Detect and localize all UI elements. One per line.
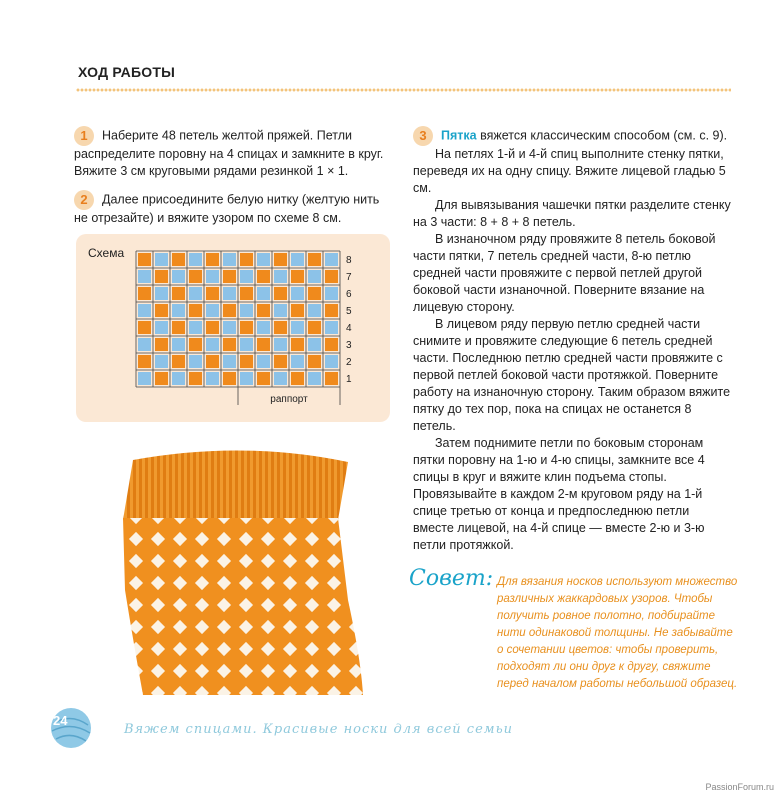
chart-cell [223, 355, 236, 368]
chart-cell [257, 372, 270, 385]
chart-cell [189, 372, 202, 385]
chart-cell [308, 270, 321, 283]
chart-cell [308, 338, 321, 351]
chart-cell [240, 372, 253, 385]
chart-cell [308, 287, 321, 300]
row-number-label: 3 [346, 340, 352, 351]
chart-cell [308, 321, 321, 334]
chart-cell [325, 372, 338, 385]
chart-cell [274, 253, 287, 266]
chart-cell [257, 253, 270, 266]
chart-cell [240, 355, 253, 368]
pattern-grid [76, 234, 390, 422]
chart-cell [274, 355, 287, 368]
chart-cell [172, 321, 185, 334]
chart-cell [206, 270, 219, 283]
chart-cell [206, 253, 219, 266]
chart-cell [223, 304, 236, 317]
chart-cell [172, 253, 185, 266]
step-2 [74, 190, 396, 227]
step-3 [413, 126, 733, 554]
chart-cell [206, 304, 219, 317]
row-number-label: 6 [346, 289, 352, 300]
chart-cell [257, 321, 270, 334]
chart-cell [155, 304, 168, 317]
step-1 [74, 126, 396, 180]
chart-cell [325, 270, 338, 283]
chart-cell [291, 355, 304, 368]
chart-cell [291, 338, 304, 351]
chart-cell [189, 338, 202, 351]
pattern-chart [76, 234, 390, 422]
chart-cell [308, 253, 321, 266]
chart-cell [138, 253, 151, 266]
tip-text: Для вязания носков используют множество различных жаккардовых узоров. Чтобы получить ровное полотно, подбирайте нити одинаковой толщины. Не забывайте о сочетании цветов: чтобы проверить, подходят ли они друг к другу, свяжите перед началом работы небольшой образец. [497, 576, 738, 690]
chart-cell [206, 372, 219, 385]
step-3-paragraph: В изнаночном ряду провяжите 8 петель боковой части пятки, 7 петель средней части, 8-ю петлю средней части провяжите с первой петлей другой боковой части изнаночной. Поверните вязание на лицевую сторону. [413, 232, 716, 314]
step-number-1: 1 [74, 126, 94, 146]
chart-cell [325, 321, 338, 334]
step-3-paragraph: Для вывязывания чашечки пятки разделите стенку на 3 части: 8 + 8 + 8 петель. [413, 198, 731, 229]
chart-cell [189, 304, 202, 317]
chart-cell [291, 372, 304, 385]
book-title: Вяжем спицами. Красивые носки для всей семьи [124, 722, 514, 737]
chart-cell [240, 321, 253, 334]
chart-label: Схема [88, 246, 125, 260]
watermark: PassionForum.ru [705, 782, 774, 792]
step-number-2: 2 [74, 190, 94, 210]
row-number-label: 7 [346, 272, 352, 283]
chart-cell [308, 372, 321, 385]
chart-cell [223, 270, 236, 283]
chart-cell [172, 304, 185, 317]
chart-cell [257, 287, 270, 300]
chart-cell [223, 372, 236, 385]
chart-cell [155, 338, 168, 351]
page-number: 24 [53, 713, 68, 728]
section-title: ХОД РАБОТЫ [78, 64, 175, 80]
chart-cell [325, 287, 338, 300]
chart-cell [257, 270, 270, 283]
chart-cell [291, 270, 304, 283]
chart-cell [155, 372, 168, 385]
step-2-text: Далее присоедините белую нитку (желтую нить не отрезайте) и вяжите узором по схеме 8 см. [74, 192, 380, 225]
chart-cell [240, 287, 253, 300]
chart-cell [291, 287, 304, 300]
step-3-paragraph: В лицевом ряду первую петлю средней части снимите и провяжите следующие 6 петель средней части. Последнюю петлю средней части провяжите с первой петлей боковой части протяжкой. Поверните работу на изнаночную сторону. Таким образом вяжите пятку до тех пор, пока на спицах не останется 8 петель. [413, 317, 731, 433]
rapport-label: раппорт [270, 394, 308, 405]
chart-cell [189, 321, 202, 334]
chart-cell [257, 355, 270, 368]
row-number-label: 5 [346, 306, 352, 317]
chart-cell [172, 355, 185, 368]
chart-cell [138, 287, 151, 300]
chart-cell [155, 321, 168, 334]
chart-cell [308, 355, 321, 368]
chart-cell [274, 321, 287, 334]
chart-cell [240, 338, 253, 351]
chart-cell [223, 338, 236, 351]
step-3-keyword: Пятка [441, 128, 477, 143]
chart-cell [189, 287, 202, 300]
step-3-paragraph: Затем поднимите петли по боковым сторонам пятки поровну на 1-ю и 4-ю спицы, замкните все 4 спицы в круг и вяжите клин подъема стопы. Провязывайте в каждом 2-м круговом ряду на 1-й спице третью от конца и предпоследнюю петли вместе лицевой, на 4-й спице — вместе 2-ю и 3-ю петли протяжкой. [413, 436, 705, 552]
chart-cell [274, 304, 287, 317]
dotted-divider [76, 88, 731, 92]
sock-photo [103, 440, 383, 695]
step-1-text: Наберите 48 петель желтой пряжей. Петли распределите поровну на 4 спицах и замкните в круг. Вяжите 3 см круговыми рядами резинкой 1 × 1. [74, 128, 384, 178]
chart-cell [257, 304, 270, 317]
chart-cell [240, 270, 253, 283]
step-number-3: 3 [413, 126, 433, 146]
chart-cell [155, 355, 168, 368]
chart-cell [223, 321, 236, 334]
chart-cell [274, 338, 287, 351]
chart-cell [206, 355, 219, 368]
chart-cell [189, 355, 202, 368]
chart-cell [291, 304, 304, 317]
chart-cell [172, 372, 185, 385]
chart-cell [223, 287, 236, 300]
chart-cell [206, 287, 219, 300]
chart-cell [291, 321, 304, 334]
row-number-label: 8 [346, 255, 352, 266]
step-3-paragraph: На петлях 1-й и 4-й спиц выполните стенку пятки, переведя их на одну спицу. Вяжите лицевой гладью 5 см. [413, 147, 726, 195]
chart-cell [138, 304, 151, 317]
step-3-intro: вяжется классическим способом (см. с. 9). [480, 128, 728, 143]
chart-cell [138, 270, 151, 283]
chart-cell [240, 253, 253, 266]
chart-cell [274, 372, 287, 385]
chart-cell [155, 253, 168, 266]
chart-cell [189, 253, 202, 266]
chart-cell [155, 270, 168, 283]
chart-cell [325, 355, 338, 368]
chart-cell [189, 270, 202, 283]
chart-cell [206, 338, 219, 351]
chart-cell [138, 355, 151, 368]
chart-cell [308, 304, 321, 317]
chart-cell [223, 253, 236, 266]
chart-cell [325, 304, 338, 317]
chart-cell [257, 338, 270, 351]
chart-cell [155, 287, 168, 300]
chart-cell [240, 304, 253, 317]
chart-cell [138, 321, 151, 334]
chart-cell [138, 372, 151, 385]
chart-cell [138, 338, 151, 351]
chart-cell [206, 321, 219, 334]
chart-cell [172, 270, 185, 283]
chart-cell [172, 287, 185, 300]
chart-cell [274, 287, 287, 300]
row-number-label: 4 [346, 323, 352, 334]
chart-cell [172, 338, 185, 351]
tip-label: Совет: [409, 566, 494, 591]
chart-cell [325, 338, 338, 351]
row-number-label: 2 [346, 357, 352, 368]
chart-cell [291, 253, 304, 266]
row-number-label: 1 [346, 374, 352, 385]
chart-cell [325, 253, 338, 266]
chart-cell [274, 270, 287, 283]
